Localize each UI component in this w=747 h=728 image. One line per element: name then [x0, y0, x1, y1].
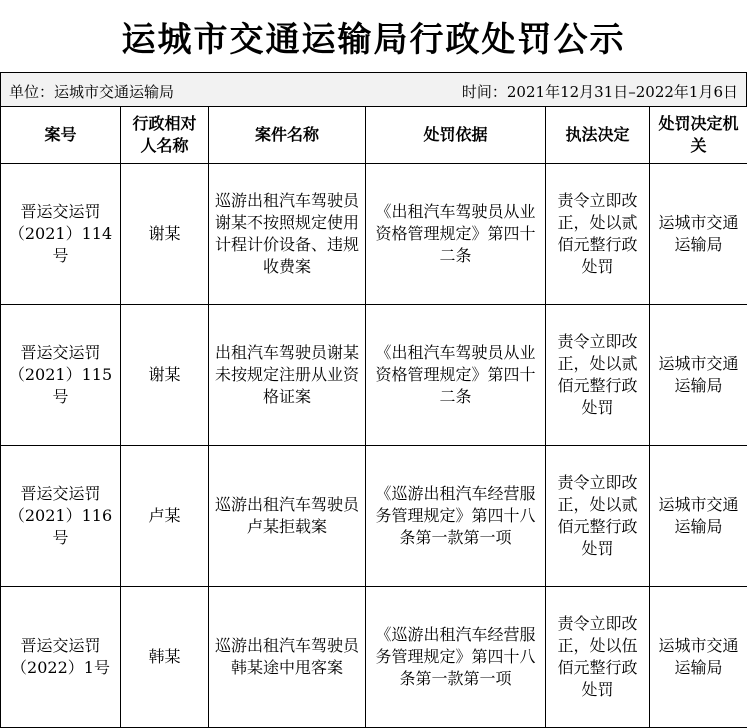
cell-authority: 运城市交通运输局 [650, 305, 747, 446]
cell-case-name: 巡游出租汽车驾驶员谢某不按照规定使用计程计价设备、违规收费案 [209, 164, 366, 305]
table-row [1, 164, 747, 305]
header-decision: 执法决定 [546, 107, 650, 164]
cell-case-no: 晋运交运罚（2021）116号 [1, 446, 121, 587]
header-party: 行政相对人名称 [121, 107, 209, 164]
cell-basis: 《出租汽车驾驶员从业资格管理规定》第四十二条 [366, 164, 546, 305]
cell-basis: 《巡游出租汽车经营服务管理规定》第四十八条第一款第一项 [366, 446, 546, 587]
cell-authority: 运城市交通运输局 [650, 446, 747, 587]
cell-party: 卢某 [121, 446, 209, 587]
time-label: 时间：2021年12月31日–2022年1月6日 [462, 81, 738, 102]
cell-decision: 责令立即改正，处以贰佰元整行政处罚 [546, 446, 650, 587]
cell-case-no: 晋运交运罚（2021）115号 [1, 305, 121, 446]
cell-authority: 运城市交通运输局 [650, 587, 747, 728]
cell-case-name: 巡游出租汽车驾驶员卢某拒载案 [209, 446, 366, 587]
header-case-no: 案号 [1, 107, 121, 164]
cell-case-name: 巡游出租汽车驾驶员韩某途中甩客案 [209, 587, 366, 728]
table-header-row [1, 107, 747, 164]
table-row [1, 446, 747, 587]
header-basis: 处罚依据 [366, 107, 546, 164]
cell-basis: 《出租汽车驾驶员从业资格管理规定》第四十二条 [366, 305, 546, 446]
cell-party: 谢某 [121, 305, 209, 446]
cell-decision: 责令立即改正，处以贰佰元整行政处罚 [546, 305, 650, 446]
cell-authority: 运城市交通运输局 [650, 164, 747, 305]
table-row [1, 587, 747, 728]
cell-decision: 责令立即改正，处以伍佰元整行政处罚 [546, 587, 650, 728]
cell-case-name: 出租汽车驾驶员谢某未按规定注册从业资格证案 [209, 305, 366, 446]
info-bar [0, 72, 747, 107]
table-row [1, 305, 747, 446]
cell-basis: 《巡游出租汽车经营服务管理规定》第四十八条第一款第一项 [366, 587, 546, 728]
cell-party: 谢某 [121, 164, 209, 305]
penalty-table [0, 106, 747, 728]
header-case-name: 案件名称 [209, 107, 366, 164]
cell-case-no: 晋运交运罚（2022）1号 [1, 587, 121, 728]
header-authority: 处罚决定机关 [650, 107, 747, 164]
cell-case-no: 晋运交运罚（2021）114号 [1, 164, 121, 305]
cell-party: 韩某 [121, 587, 209, 728]
page-title: 运城市交通运输局行政处罚公示 [0, 0, 747, 72]
unit-label: 单位：运城市交通运输局 [9, 81, 174, 102]
cell-decision: 责令立即改正，处以贰佰元整行政处罚 [546, 164, 650, 305]
